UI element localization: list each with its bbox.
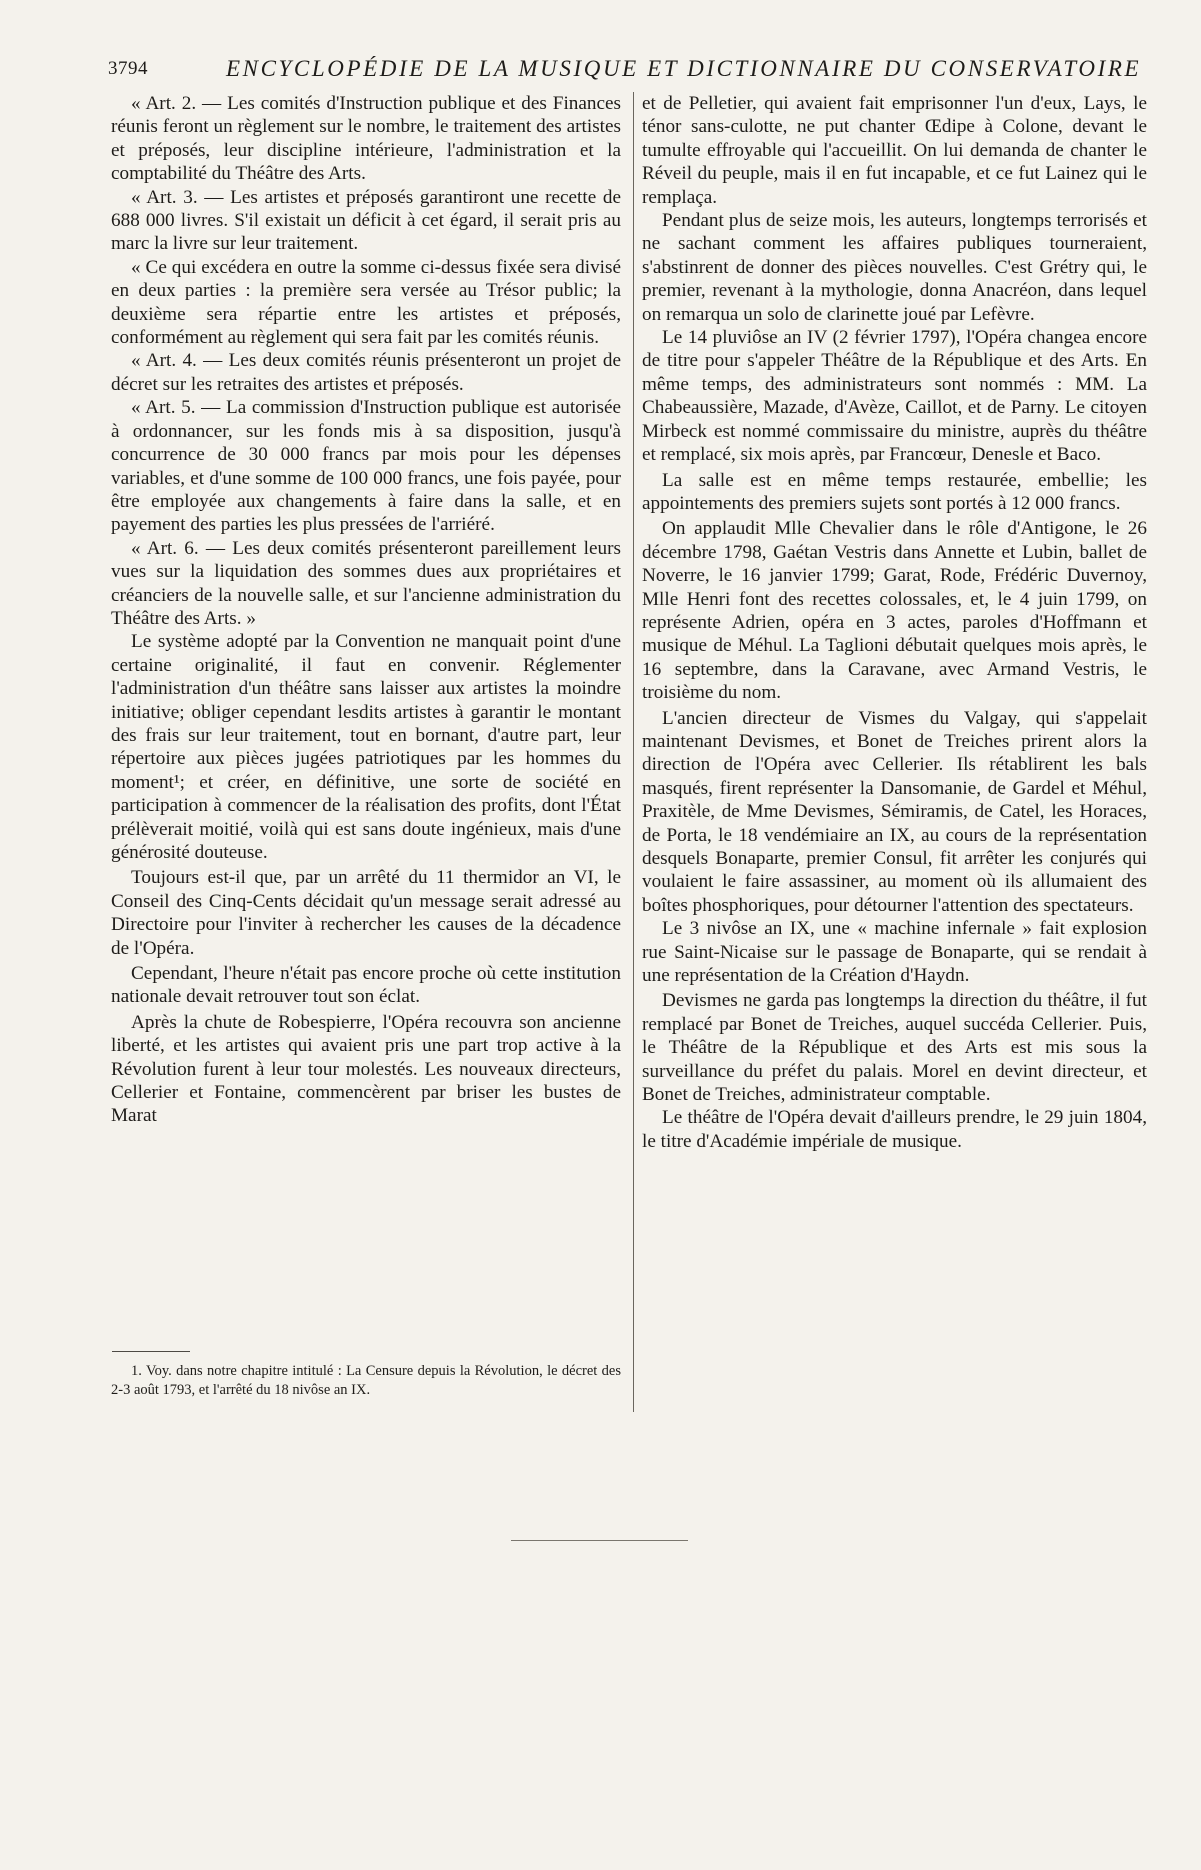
paragraph: L'ancien directeur de Vismes du Valgay, qui s'appelait maintenant Devismes, et Bonet de Treiches prirent alors la direction de l'Opéra avec Cellerier. Ils rétablirent les bals masqués, firent représenter la Dansomanie, de Gardel et Méhul, Praxitèle, de Mme Devismes, Sémiramis, de Catel, les Horaces, de Porta, le 18 vendémiaire an IX, au cours de la représentation desquels Bonaparte, premier Consul, fit arrêter les conjurés qui voulaient le faire assassiner, au moment où ils allumaient des boîtes phosphoriques, pour détourner l'attention des spectateurs. (642, 707, 1147, 916)
paragraph: Cependant, l'heure n'était pas encore proche où cette institution nationale devait retrouver tout son éclat. (111, 963, 621, 1008)
paragraph: « Art. 5. — La commission d'Instruction publique est autorisée à ordonnancer, sur les fonds mis à sa disposition, jusqu'à concurrence de 30 000 francs par mois pour les dépenses variables, et d'une somme de 100 000 francs, une fois payée, pour être employée aux changements à faire dans la salle, et en payement des parties les plus pressées de l'arriéré. (111, 397, 621, 536)
paragraph: Devismes ne garda pas longtemps la direction du théâtre, il fut remplacé par Bonet de Treiches, auquel succéda Cellerier. Puis, le Théâtre de la République et des Arts est mis sous la surveillance du préfet du palais. Morel en devint directeur, et Bonet de Treiches, administrateur comptable. (642, 990, 1147, 1106)
end-rule (511, 1540, 688, 1541)
paragraph: Pendant plus de seize mois, les auteurs, longtemps terrorisés et ne sachant comment les affaires publiques tourneraient, s'abstinrent de donner des pièces nouvelles. C'est Grétry qui, le premier, revenant à la mythologie, donna Anacréon, dans lequel on remarqua un solo de clarinette joué par Lefèvre. (642, 210, 1147, 325)
paragraph: « Ce qui excédera en outre la somme ci-dessus fixée sera divisé en deux parties : la première sera versée au Trésor public; la deuxième sera répartie entre les artistes et préposés, conformément au règlement qui sera fait par les comités réunis. (111, 256, 621, 349)
paragraph: « Art. 2. — Les comités d'Instruction publique et des Finances réunis feront un règlement sur le nombre, le traitement des artistes et préposés, leur discipline intérieure, l'administration et la comptabilité du Théâtre des Arts. (111, 93, 621, 185)
paragraph: Le 14 pluviôse an IV (2 février 1797), l'Opéra changea encore de titre pour s'appeler Théâtre de la République et des Arts. En même temps, des administrateurs sont nommés : MM. La Chabeaussière, Mazade, d'Avèze, Caillot, et de Parny. Le citoyen Mirbeck est nommé commissaire du ministre, auprès du théâtre et remplacé, six mois après, par Francœur, Denesle et Baco. (642, 327, 1147, 466)
paragraph: Après la chute de Robespierre, l'Opéra recouvra son ancienne liberté, et les artistes qui avaient pris une part trop active à la Révolution furent à leur tour molestés. Les nouveaux directeurs, Cellerier et Fontaine, commencèrent par briser les bustes de Marat (111, 1011, 621, 1127)
paragraph: « Art. 6. — Les deux comités présenteront pareillement leurs vues sur la liquidation des sommes dues aux propriétaires et créanciers de la nouvelle salle, et sur l'ancienne administration du Théâtre des Arts. » (111, 537, 621, 629)
paragraph: On applaudit Mlle Chevalier dans le rôle d'Antigone, le 26 décembre 1798, Gaétan Vestris dans Annette et Lubin, ballet de Noverre, le 16 janvier 1799; Garat, Rode, Frédéric Duvernoy, Mlle Henri font des recettes colossales, et, le 4 juin 1799, on représente Adrien, opéra en 3 actes, paroles d'Hoffmann et musique de Méhul. La Taglioni débutait quelques mois après, le 16 septembre, dans la Caravane, avec Armand Vestris, le troisième du nom. (642, 518, 1147, 704)
paragraph: et de Pelletier, qui avaient fait emprisonner l'un d'eux, Lays, le ténor sans-culotte, ne put chanter Œdipe à Colone, devant le tumulte effroyable qui l'accueillit. On lui demanda de chanter le Réveil du peuple, mais il en fut incapable, et ce fut Lainez qui le remplaça. (642, 93, 1147, 208)
left-column (111, 92, 621, 1128)
paragraph: Le système adopté par la Convention ne manquait point d'une certaine originalité, il faut en convenir. Réglementer l'administration d'un théâtre sans laisser aux artistes la moindre initiative; obliger cependant lesdits artistes à garantir le montant des frais sur leur traitement, tout en bornant, d'autre part, leur répertoire aux pièces jugées patriotiques par les hommes du moment¹; et créer, en définitive, une sorte de société en participation à commencer de la réalisation des profits, dont l'État prélèverait moitié, voilà qui est sans doute ingénieux, mais d'une générosité douteuse. (111, 631, 621, 863)
paragraph: « Art. 4. — Les deux comités réunis présenteront un projet de décret sur les retraites des artistes et préposés. (111, 350, 621, 395)
paragraph: Le théâtre de l'Opéra devait d'ailleurs prendre, le 29 juin 1804, le titre d'Académie impériale de musique. (642, 1107, 1147, 1152)
running-title: ENCYCLOPÉDIE DE LA MUSIQUE ET DICTIONNAIRE DU CONSERVATOIRE (226, 56, 1142, 81)
footnote: 1. Voy. dans notre chapitre intitulé : La Censure depuis la Révolution, le décret des 2-3 août 1793, et l'arrêté du 18 nivôse an IX. (111, 1363, 621, 1398)
right-column (642, 92, 1147, 1153)
footnote-divider (112, 1351, 190, 1352)
paragraph: Le 3 nivôse an IX, une « machine infernale » fait explosion rue Saint-Nicaise sur le passage de Bonaparte, qui se rendait à une représentation de la Création d'Haydn. (642, 918, 1147, 987)
paragraph: La salle est en même temps restaurée, embellie; les appointements des premiers sujets sont portés à 12 000 francs. (642, 469, 1147, 514)
paragraph: « Art. 3. — Les artistes et préposés garantiront une recette de 688 000 livres. S'il existait un déficit à cet égard, il serait pris au marc la livre sur leur traitement. (111, 186, 621, 255)
page-number: 3794 (108, 58, 148, 79)
page-header (108, 56, 1142, 86)
paragraph: Toujours est-il que, par un arrêté du 11 thermidor an VI, le Conseil des Cinq-Cents décidait qu'un message serait adressé au Directoire pour l'inviter à rechercher les causes de la décadence de l'Opéra. (111, 867, 621, 959)
column-divider (633, 92, 634, 1412)
